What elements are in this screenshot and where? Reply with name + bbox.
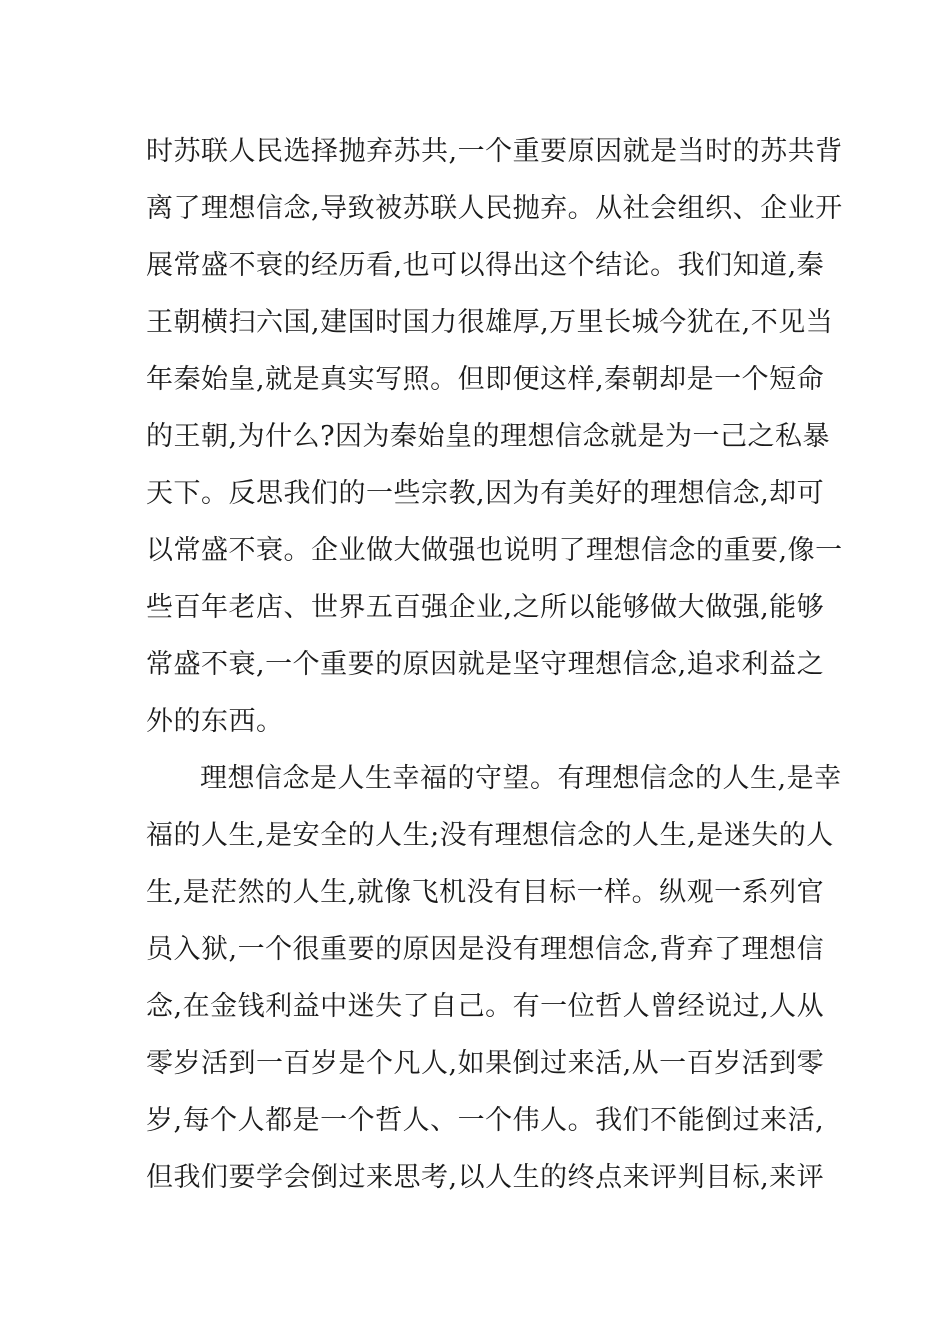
paragraph1-line-3: 展常盛不衰的经历看,也可以得出这个结论。我们知道,秦 xyxy=(146,250,825,281)
paragraph2-line-7: 岁,每个人都是一个哲人、一个伟人。我们不能倒过来活, xyxy=(146,1105,825,1136)
paragraph1-line-6: 的王朝,为什么?因为秦始皇的理想信念就是为一己之私暴 xyxy=(146,421,831,452)
paragraph1-line-11: 外的东西。 xyxy=(146,706,284,737)
paragraph1-line-10: 常盛不衰,一个重要的原因就是坚守理想信念,追求利益之 xyxy=(146,649,825,680)
paragraph1-line-5: 年秦始皇,就是真实写照。但即便这样,秦朝却是一个短命 xyxy=(146,364,825,395)
paragraph1-line-7: 天下。反思我们的一些宗教,因为有美好的理想信念,却可 xyxy=(146,478,825,509)
paragraph1-line-4: 王朝横扫六国,建国时国力很雄厚,万里长城今犹在,不见当 xyxy=(146,307,834,338)
paragraph2-line-4: 员入狱,一个很重要的原因是没有理想信念,背弃了理想信 xyxy=(146,934,825,965)
paragraph1-line-9: 些百年老店、世界五百强企业,之所以能够做大做强,能够 xyxy=(146,592,825,623)
paragraph1-line-2: 离了理想信念,导致被苏联人民抛弃。从社会组织、企业开 xyxy=(146,193,843,224)
paragraph2-line-8: 但我们要学会倒过来思考,以人生的终点来评判目标,来评 xyxy=(146,1162,825,1193)
paragraph2-line-1: 理想信念是人生幸福的守望。有理想信念的人生,是幸 xyxy=(200,763,842,794)
paragraph2-line-2: 福的人生,是安全的人生;没有理想信念的人生,是迷失的人 xyxy=(146,820,834,851)
paragraph1-line-8: 以常盛不衰。企业做大做强也说明了理想信念的重要,像一 xyxy=(146,535,843,566)
paragraph2-line-6: 零岁活到一百岁是个凡人,如果倒过来活,从一百岁活到零 xyxy=(146,1048,825,1079)
paragraph2-line-5: 念,在金钱利益中迷失了自己。有一位哲人曾经说过,人从 xyxy=(146,991,825,1022)
paragraph2-line-3: 生,是茫然的人生,就像飞机没有目标一样。纵观一系列官 xyxy=(146,877,825,908)
paragraph1-line-1: 时苏联人民选择抛弃苏共,一个重要原因就是当时的苏共背 xyxy=(146,136,843,167)
